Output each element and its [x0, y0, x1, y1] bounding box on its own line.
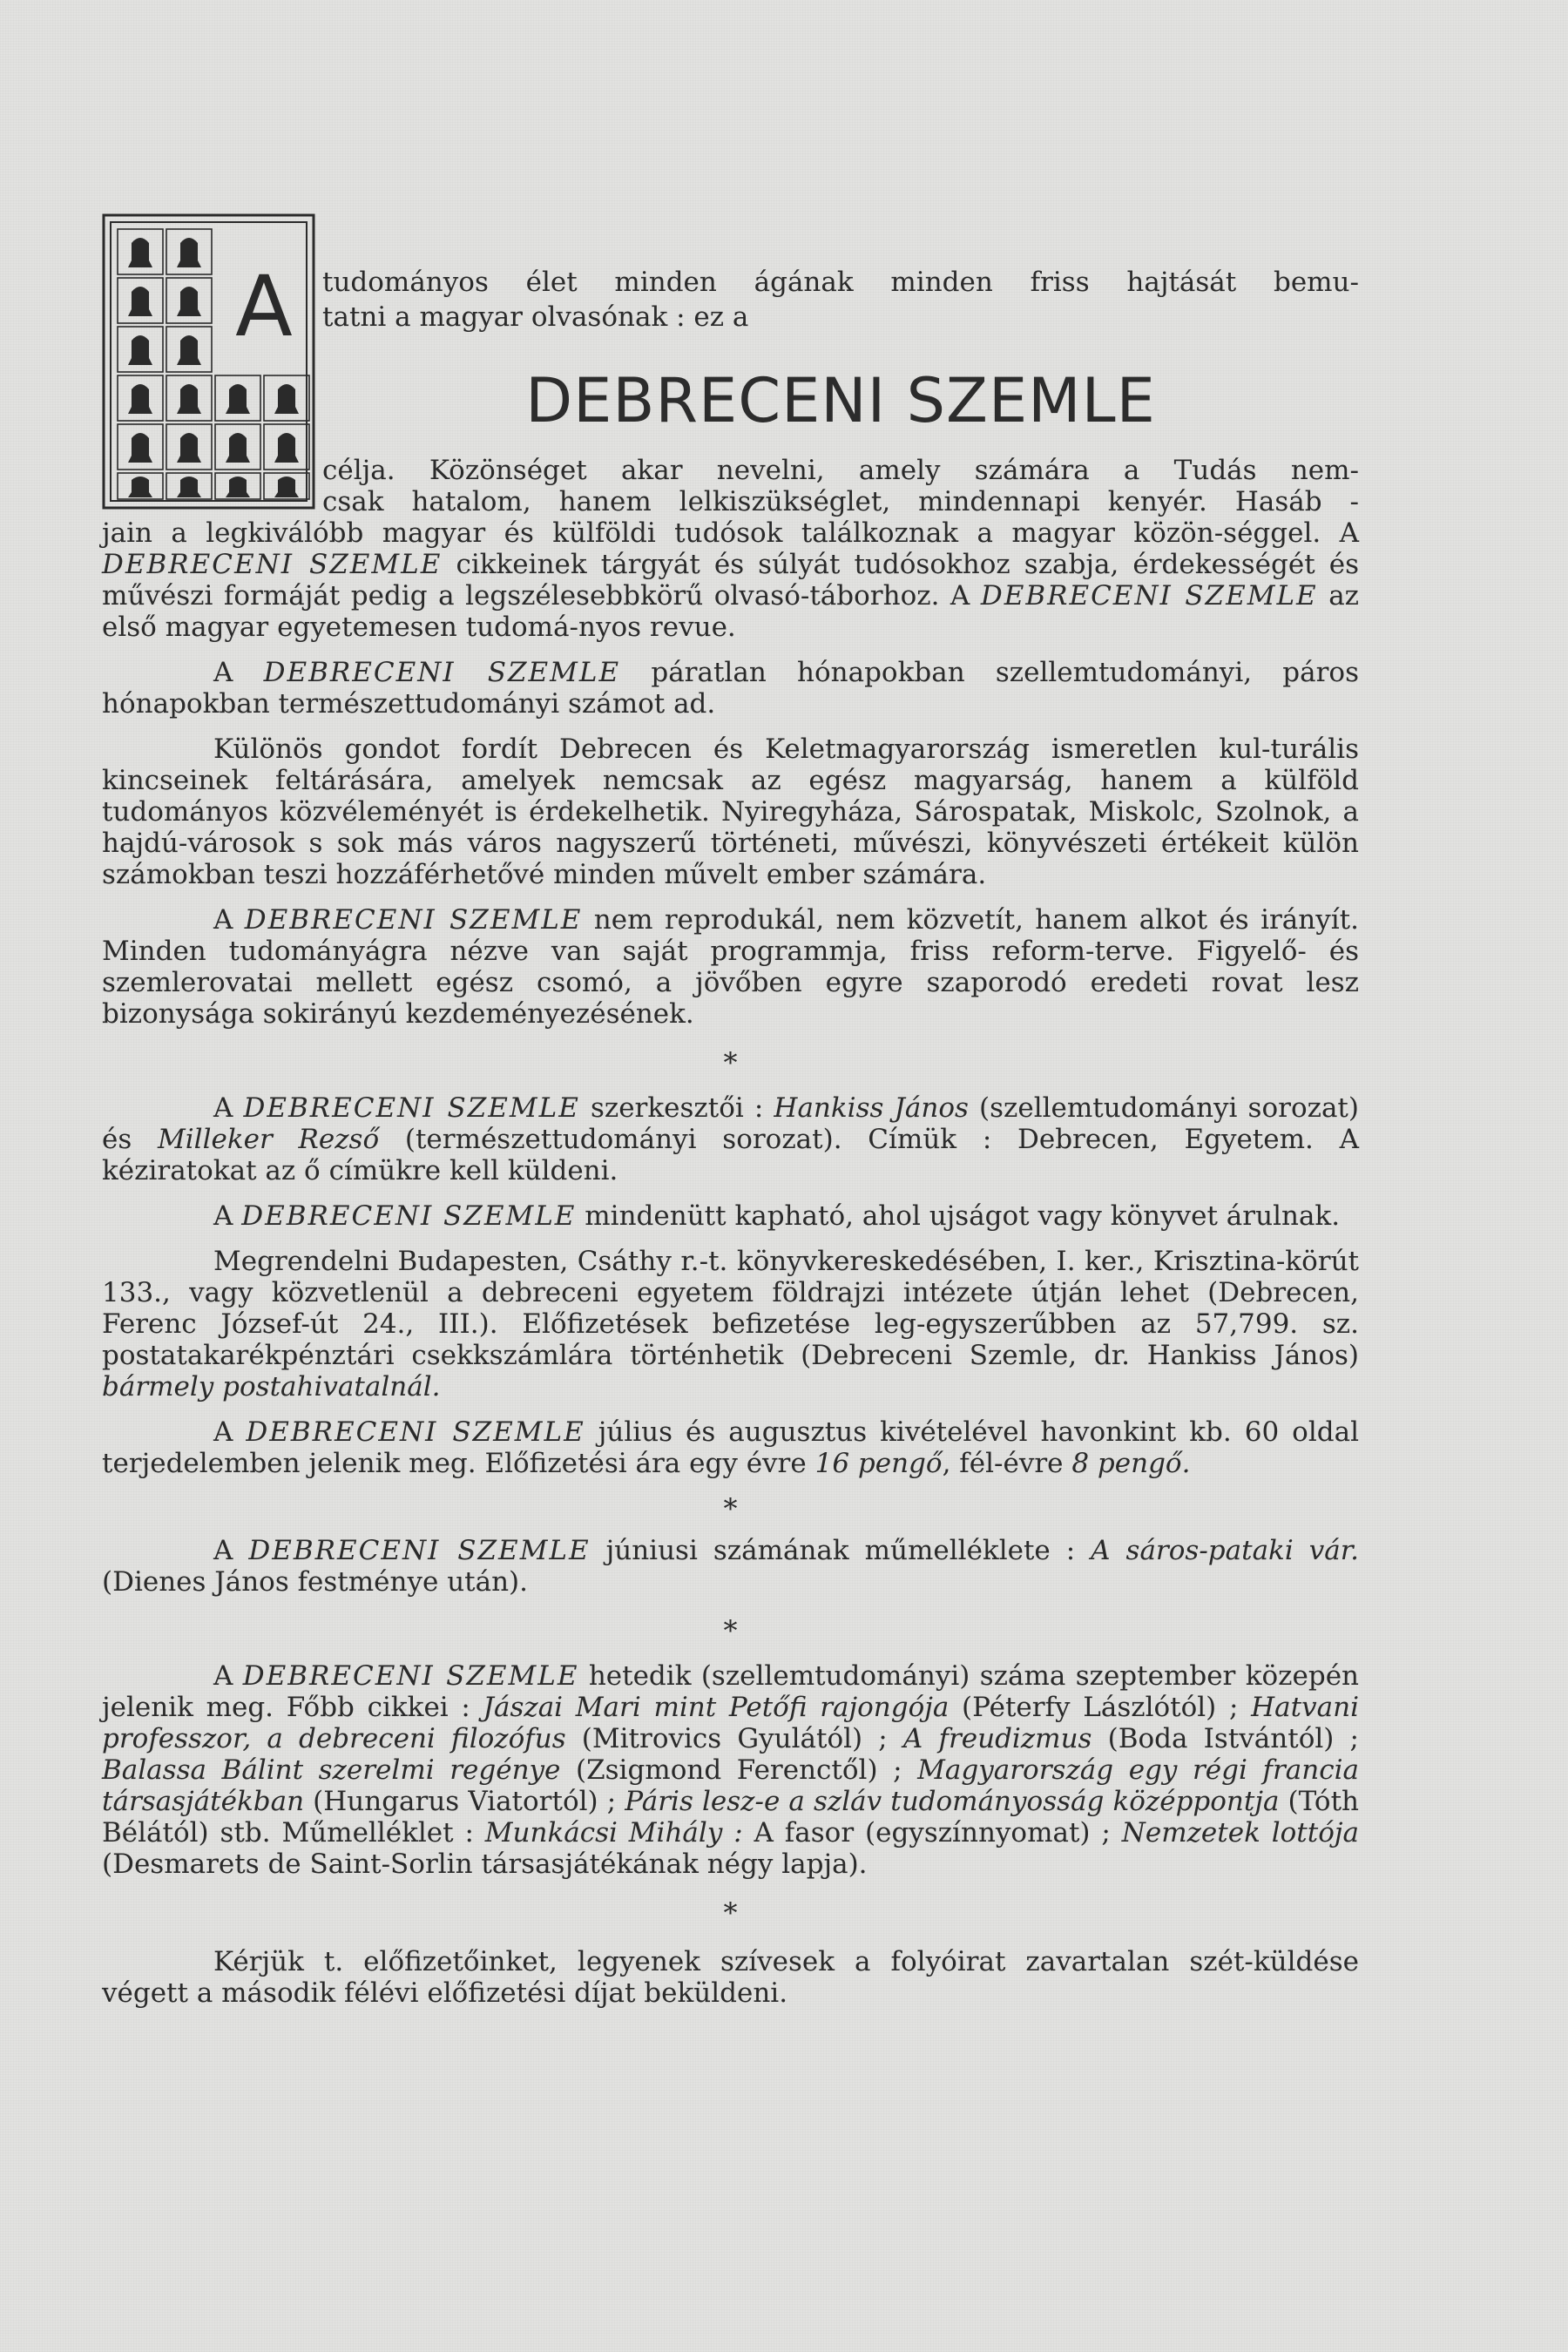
- para2: A DEBRECENI SZEMLE páratlan hónapokban szellemtudományi, páros hónapokban természettudományi számot ad.: [102, 657, 1360, 720]
- para1-line-2: csak hatalom, hanem lelkiszükséglet, mindennapi kenyér. Hasáb -: [322, 486, 1359, 517]
- ornament-icon: [102, 213, 315, 510]
- separator-star: *: [723, 1046, 738, 1079]
- separator-star: *: [723, 1614, 738, 1647]
- separator-star: *: [723, 1492, 738, 1525]
- separator-star: *: [723, 1896, 738, 1930]
- supplement-para: A DEBRECENI SZEMLE júniusi számának műmelléklete : A sáros-pataki vár. (Dienes János festménye után).: [102, 1535, 1359, 1598]
- order-para: Megrendelni Budapesten, Csáthy r.-t. könyvkereskedésében, I. ker., Krisztina-körút 133., vagy közvetlenül a debreceni egyetem földrajzi intézete útján lehet (Debrecen, Ferenc József-út 24., III.). Előfizetések befizetése leg-egyszerűbben az 57,799. sz. postatakarékpénztári csekkszámlára történhetik (Debreceni Szemle, dr. Hankiss János) bármely postahivatalnál.: [102, 1246, 1359, 1402]
- para1-head: [322, 455, 1359, 517]
- closing-para: Kérjük t. előfizetőinket, legyenek szívesek a folyóirat zavartalan szét-küldése végett a második félévi előfizetési díjat beküldeni.: [102, 1946, 1359, 2009]
- magazine-name: DEBRECENI SZEMLE: [241, 1200, 577, 1232]
- availability-para: A DEBRECENI SZEMLE mindenütt kapható, ahol ujságot vagy könyvet árulnak.: [213, 1200, 1341, 1232]
- editor-name: Milleker Rezső: [158, 1124, 380, 1155]
- intro-line-1: tudományos élet minden ágának minden friss hajtását bemu-: [322, 267, 1359, 298]
- page-title: DEBRECENI SZEMLE: [525, 365, 1156, 436]
- intro-text: [322, 267, 1359, 333]
- next-issue-para: A DEBRECENI SZEMLE hetedik (szellemtudományi) száma szeptember közepén jelenik meg. Főbb cikkei : Jászai Mari mint Petőfi rajongója (Péterfy Lászlótól) ; Hatvani professzor, a debreceni filozófus (Mitrovics Gyulától) ; A freudizmus (Boda Istvántól) ; Balassa Bálint szerelmi regénye (Zsigmond Ferenctől) ; Magyarország egy régi francia társasjátékban (Hungarus Viatortól) ; Páris lesz-e a szláv tudományosság középpontja (Tóth Bélától) stb. Műmelléklet : Munkácsi Mihály : A fasor (egyszínnyomat) ; Nemzetek lottója (Desmarets de Saint-Sorlin társasjátékának négy lapja).: [102, 1660, 1360, 1880]
- magazine-name: DEBRECENI SZEMLE: [242, 1660, 579, 1692]
- para3: Különös gondot fordít Debrecen és Keletmagyarország ismeretlen kul-turális kincseinek feltárására, amelyek nemcsak az egész magyarság, hanem a külföld tudományos közvéleményét is érdekelhetik. Nyiregyháza, Sárospatak, Miskolc, Szolnok, a hajdú-városok s sok más város nagyszerű történeti, művészi, könyvészeti értékeit külön számokban teszi hozzáférhetővé minden művelt ember számára.: [102, 733, 1359, 890]
- para1-line-1: célja. Közönséget akar nevelni, amely számára a Tudás nem-: [322, 455, 1359, 486]
- intro-line-2: tatni a magyar olvasónak : ez a: [322, 301, 749, 333]
- magazine-name: DEBRECENI SZEMLE: [243, 1092, 580, 1124]
- magazine-name: DEBRECENI SZEMLE: [248, 1535, 591, 1566]
- para4: A DEBRECENI SZEMLE nem reprodukál, nem közvetít, hanem alkot és irányít. Minden tudományágra nézve van saját programmja, friss reform-terve. Figyelő- és szemlerovatai mellett egész csomó, a jövőben egyre szaporodó eredeti rovat lesz bizonysága sokirányú kezdeményezésének.: [102, 904, 1359, 1030]
- initial-letter: A: [235, 258, 293, 355]
- decorative-initial: [102, 213, 315, 510]
- magazine-name: DEBRECENI SZEMLE: [102, 549, 443, 580]
- editor-name: Hankiss János: [774, 1092, 969, 1124]
- magazine-name: DEBRECENI SZEMLE: [244, 904, 583, 936]
- magazine-name: DEBRECENI SZEMLE: [246, 1416, 585, 1448]
- magazine-name: DEBRECENI SZEMLE: [980, 580, 1318, 612]
- price-para: A DEBRECENI SZEMLE július és augusztus kivételével havonkint kb. 60 oldal terjedelemben jelenik meg. Előfizetési ára egy évre 16 pengő, fél-évre 8 pengő.: [102, 1416, 1359, 1479]
- editors-para: A DEBRECENI SZEMLE szerkesztői : Hankiss János (szellemtudományi sorozat) és Milleker Rezső (természettudományi sorozat). Címük : Debrecen, Egyetem. A kéziratokat az ő címükre kell küldeni.: [102, 1092, 1359, 1186]
- magazine-name: DEBRECENI SZEMLE: [263, 657, 621, 688]
- main-column: [102, 517, 1359, 2009]
- para1-body: jain a legkiválóbb magyar és külföldi tudósok találkoznak a magyar közön-séggel. A DEBRECENI SZEMLE cikkeinek tárgyát és súlyát tudósokhoz szabja, érdekességét és művészi formáját pedig a legszélesebbkörű olvasó-táborhoz. A DEBRECENI SZEMLE az első magyar egyetemesen tudomá-nyos revue.: [102, 517, 1360, 643]
